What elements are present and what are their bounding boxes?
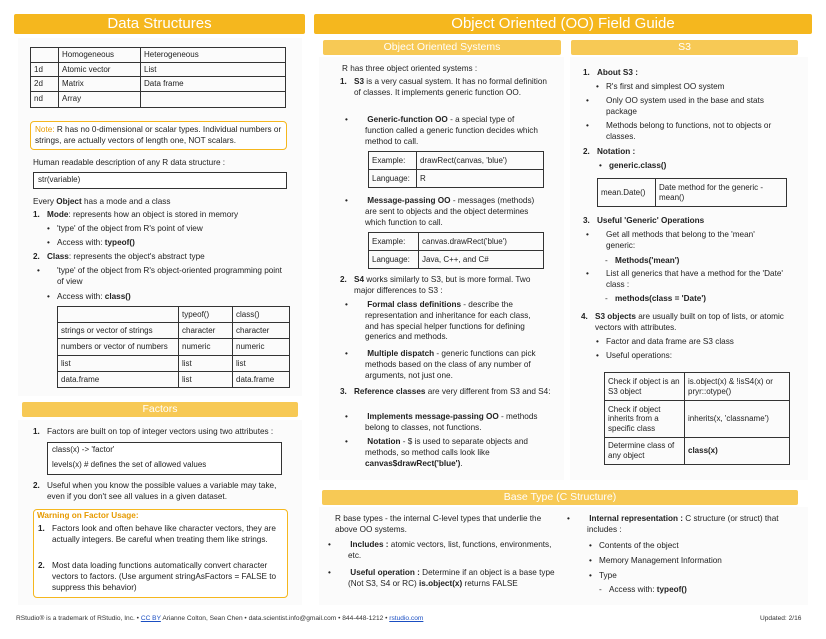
s3-objects-item: 4. S3 objects are usually built on top of lists, or atomic vectors with attributes.	[581, 312, 784, 332]
oo-systems-header: Object Oriented Systems	[323, 40, 561, 55]
ir-bullet-1: • Contents of the object	[589, 541, 679, 552]
factors-item-2: 2. Useful when you know the possible values a variable may take, even if you don't see all values in a given dataset.	[33, 481, 277, 501]
class-item: 2. Class: represents the object's abstract type	[33, 252, 205, 261]
table-row: 1d Atomic vector List	[31, 62, 286, 77]
useful-generic-ops: 3. Useful 'Generic' Operations	[583, 216, 705, 225]
s3-header: S3	[571, 40, 798, 55]
table-row: list list list	[58, 356, 290, 372]
s3-item: 1. S3 is a very casual system. It has no formal definition of classes. It implements generic function OO.	[340, 77, 547, 97]
ir-sub-bullet: - Access with: typeof()	[599, 585, 687, 596]
table-row: typeof() class()	[58, 307, 290, 323]
scalar-note: Note: R has no 0-dimensional or scalar types. Individual numbers or strings, are actually vectors of length one, NOT scalars.	[30, 121, 287, 150]
generic-ops-sub-1: - Methods('mean')	[605, 256, 679, 267]
typeof-class-table	[57, 306, 290, 388]
human-readable-label: Human readable description of any R data structure :	[33, 158, 226, 167]
s3-objects-bullet-2: • Useful operations:	[596, 351, 672, 362]
generic-function-table	[368, 151, 544, 188]
mean-date-table	[597, 178, 787, 207]
factor-levels-code: levels(x) # defines the set of allowed values	[47, 458, 282, 475]
internal-representation: • Internal representation : C structure (or struct) that includes :	[577, 514, 799, 536]
cc-by-link[interactable]: CC BY	[140, 615, 161, 622]
base-type-includes: • Includes : atomic vectors, list, functions, environments, etc.	[338, 540, 560, 562]
table-row: mean.Date() Date method for the generic - mean()	[598, 179, 787, 207]
message-passing-table	[368, 232, 544, 269]
base-type-useful-op: • Useful operation : Determine if an object is a base type (Not S3, S4 or RC) is.object(x) returns FALSE	[338, 568, 560, 590]
factors-item-1: 1. Factors are built on top of integer vectors using two attributes :	[33, 427, 274, 436]
oo-intro: R has three object oriented systems :	[342, 64, 478, 73]
table-row: strings or vector of strings character character	[58, 323, 290, 339]
generic-function-oo: • Generic-function OO - a special type of function called a generic function decides which method to call.	[355, 115, 545, 147]
generic-ops-bullet-2: • List all generics that have a method for the 'Date' class :	[596, 269, 786, 291]
generic-ops-bullet-1: • Get all methods that belong to the 'mean' generic:	[596, 230, 786, 252]
implements-message-passing: • Implements message-passing OO - methods belong to classes, not functions.	[355, 412, 545, 434]
warning-item-1: 1. Factors look and often behave like character vectors, they are actually integers. Be careful when treating them like strings.	[38, 524, 276, 544]
base-type-header: Base Type (C Structure)	[322, 490, 798, 505]
oo-field-guide-header: Object Oriented (OO) Field Guide	[314, 14, 812, 34]
formal-class-definitions: • Formal class definitions - describe the representation and inheritance for each class, and has special helper functions for defining generics and methods.	[355, 300, 545, 343]
mode-item: 1. Mode: represents how an object is stored in memory	[33, 210, 239, 219]
ir-bullet-2: • Memory Management Information	[589, 556, 722, 567]
rstudio-link[interactable]: rstudio.com	[389, 615, 424, 622]
table-row: Language: R	[369, 170, 544, 188]
footer-credits: RStudio® is a trademark of RStudio, Inc. • CC BY Arianne Colton, Sean Chen • data.scientist.info@gmail.com • 844-448-1212 • rstudio.com	[16, 615, 424, 622]
data-structures-table	[30, 47, 286, 108]
table-row: Check if object is an S3 object is.object(x) & !isS4(x) or pryr::otype()	[605, 373, 790, 401]
about-bullet-3: • Methods belong to functions, not to objects or classes.	[596, 121, 786, 143]
s4-item: 2. S4 works similarly to S3, but is more formal. Two major differences to S3 :	[340, 275, 531, 295]
ir-bullet-3: • Type	[589, 571, 617, 582]
table-row: Example: canvas.drawRect('blue')	[369, 233, 544, 251]
table-row: data.frame list data.frame	[58, 372, 290, 388]
s3-operations-table	[604, 372, 790, 465]
every-object-line: Every Object has a mode and a class	[33, 197, 171, 206]
table-row: Determine class of any object class(x)	[605, 438, 790, 465]
s3-notation: 2. Notation :	[583, 147, 636, 156]
factor-class-code: class(x) -> 'factor'	[47, 442, 282, 459]
rc-notation: • Notation - $ is used to separate objects and methods, so method calls look like canvas$drawRect('blue').	[355, 437, 545, 469]
about-s3: 1. About S3 :	[583, 68, 638, 77]
warning-title: Warning on Factor Usage:	[37, 511, 139, 520]
multiple-dispatch: • Multiple dispatch - generic functions can pick methods based on the class of any number of arguments, not just one.	[355, 349, 545, 381]
str-code-box: str(variable)	[33, 172, 287, 189]
mode-bullet-1: • 'type' of the object from R's point of view	[47, 224, 203, 235]
about-bullet-2: • Only OO system used in the base and stats package	[596, 96, 786, 118]
table-row: 2d Matrix Data frame	[31, 77, 286, 92]
table-row: Homogeneous Heterogeneous	[31, 48, 286, 63]
table-row: nd Array	[31, 91, 286, 107]
reference-classes-item: 3. Reference classes are very different from S3 and S4:	[340, 387, 551, 396]
table-row: numbers or vector of numbers numeric numeric	[58, 339, 290, 356]
class-bullet-2: • Access with: class()	[47, 292, 131, 303]
table-row: Example: drawRect(canvas, 'blue')	[369, 152, 544, 170]
factors-header: Factors	[22, 402, 298, 417]
warning-item-2: 2. Most data loading functions automatically convert character vectors to factors. (Use argument stringAsFactors = FALSE to suppress this behavior)	[38, 561, 277, 592]
base-type-intro: R base types - the internal C-level types that underlie the above OO systems.	[335, 514, 542, 534]
generic-ops-sub-2: - methods(class = 'Date')	[605, 294, 706, 305]
s3-objects-bullet-1: • Factor and data frame are S3 class	[596, 337, 734, 348]
mode-bullet-2: • Access with: typeof()	[47, 238, 135, 249]
notation-bullet: • generic.class()	[599, 161, 666, 172]
data-structures-header: Data Structures	[14, 14, 305, 34]
class-bullet-1: • 'type' of the object from R's object-oriented programming point of view	[47, 266, 287, 288]
table-row: Check if object inherits from a specific class inherits(x, 'classname')	[605, 401, 790, 438]
table-row: Language: Java, C++, and C#	[369, 251, 544, 269]
message-passing-oo: • Message-passing OO - messages (methods) are sent to objects and the object determines which function to call.	[355, 196, 545, 228]
footer-updated: Updated: 2/16	[760, 615, 802, 622]
about-bullet-1: • R's first and simplest OO system	[596, 82, 725, 93]
